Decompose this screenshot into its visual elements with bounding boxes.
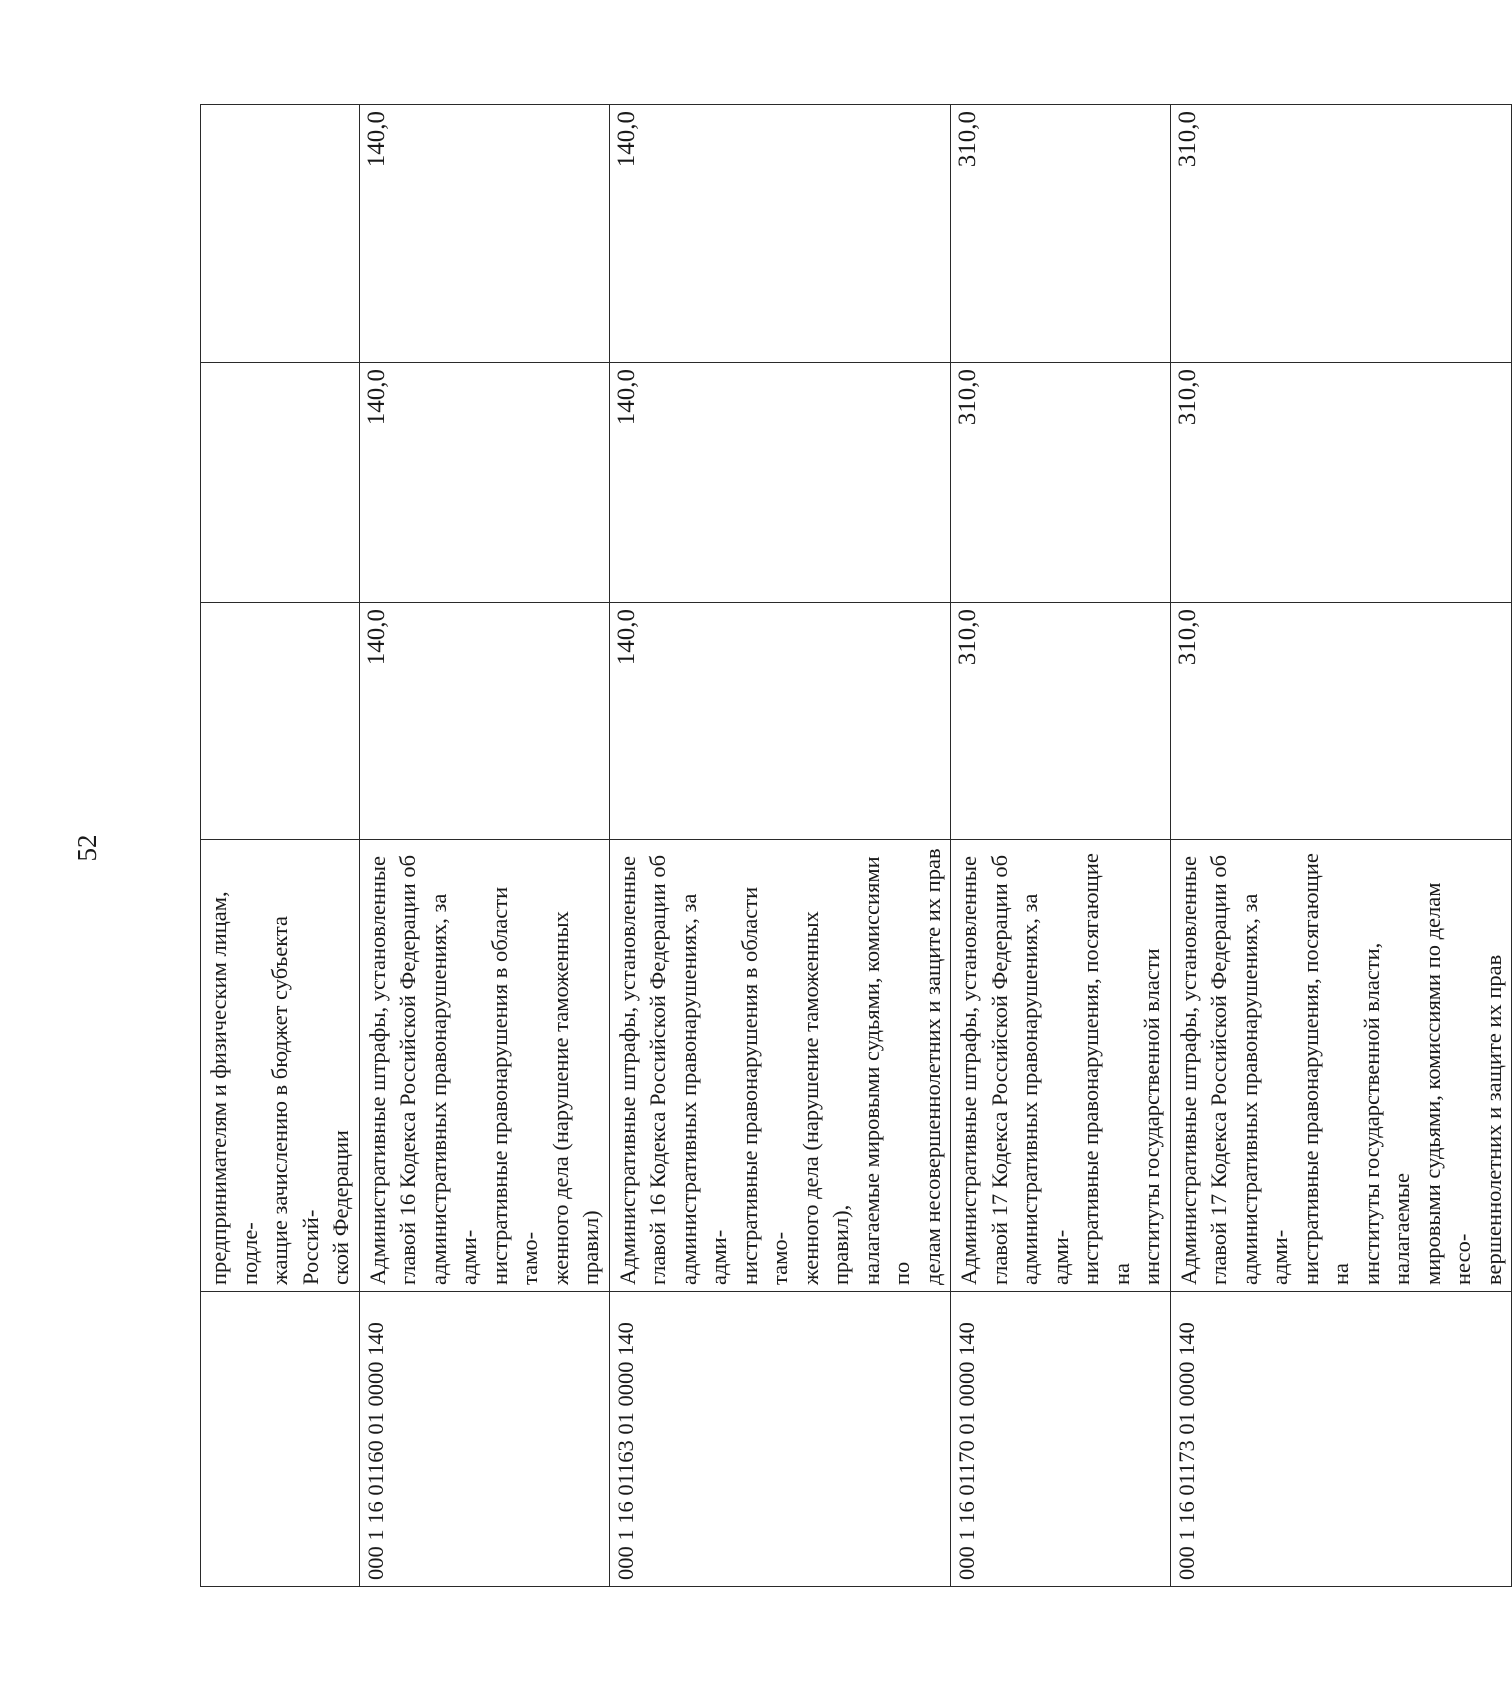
amount-cell-year-1: 140,0 (609, 603, 951, 840)
budget-code-cell: 000 1 16 01163 01 0000 140 (609, 1292, 951, 1587)
description-cell (359, 840, 609, 1292)
amount-cell-year-1 (201, 603, 360, 840)
budget-code-cell: 000 1 16 01173 01 0000 140 (1170, 1292, 1512, 1587)
budget-code-cell (201, 1292, 360, 1587)
amount-cell-year-3 (201, 105, 360, 363)
table-row (951, 105, 1171, 1587)
description-line: налагаемые мировыми судьями, комиссиями по (858, 856, 914, 1285)
description-line: административных правонарушениях, за адми- (1017, 893, 1073, 1285)
description-line: Административные штрафы, установленные (1175, 855, 1201, 1285)
amount-cell-year-2: 310,0 (1170, 363, 1512, 603)
description-line: главой 16 Кодекса Российской Федерации об (645, 854, 670, 1285)
amount-cell-year-2 (201, 363, 360, 603)
description-line: нистративные правонарушения в области тамо- (486, 886, 542, 1285)
description-cell (609, 840, 951, 1292)
description-line: административных правонарушениях, за адми- (675, 893, 731, 1285)
table-row (359, 105, 609, 1587)
budget-code-cell: 000 1 16 01160 01 0000 140 (359, 1292, 609, 1587)
description-line: главой 16 Кодекса Российской Федерации об (395, 854, 420, 1285)
description-line: административных правонарушениях, за адми- (1236, 893, 1292, 1285)
description-line: главой 17 Кодекса Российской Федерации об (1206, 854, 1231, 1285)
description-line: предпринимателям и физическим лицам, подле- (206, 891, 262, 1285)
description-line: административных правонарушениях, за адми- (425, 893, 481, 1285)
amount-cell-year-3: 140,0 (359, 105, 609, 363)
rotated-table-container (200, 105, 1506, 1587)
description-line: нистративные правонарушения в области тамо- (736, 886, 792, 1285)
amount-cell-year-1: 140,0 (359, 603, 609, 840)
amount-cell-year-2: 140,0 (359, 363, 609, 603)
amount-cell-year-2: 140,0 (609, 363, 951, 603)
description-line: вершеннолетних и защите их прав (1480, 954, 1506, 1285)
amount-cell-year-1: 310,0 (951, 603, 1171, 840)
amount-cell-year-2: 310,0 (951, 363, 1171, 603)
description-line: институты государственной власти (1139, 948, 1164, 1285)
amount-cell-year-3: 310,0 (951, 105, 1171, 363)
amount-cell-year-1: 310,0 (1170, 603, 1512, 840)
table-row (201, 105, 360, 1587)
description-cell (951, 840, 1171, 1292)
description-line: нистративные правонарушения, посягающие на (1297, 853, 1353, 1285)
table-body (201, 105, 1512, 1587)
description-line: жащие зачислению в бюджет субъекта Россий- (267, 916, 323, 1285)
budget-revenue-table (200, 104, 1512, 1587)
description-line: Административные штрафы, установленные (956, 855, 981, 1285)
description-line: женного дела (нарушение таможенных правил), (797, 911, 853, 1285)
amount-cell-year-3: 140,0 (609, 105, 951, 363)
rotated-table-frame (200, 105, 1506, 1587)
description-line: женного дела (нарушение таможенных правил) (547, 911, 603, 1285)
table-row (609, 105, 951, 1587)
description-line: мировыми судьями, комиссиями по делам несо- (1419, 882, 1475, 1285)
amount-cell-year-3: 310,0 (1170, 105, 1512, 363)
description-line: Административные штрафы, установленные (614, 855, 640, 1285)
description-cell (1170, 840, 1512, 1292)
description-line: ской Федерации (328, 1130, 353, 1285)
page-number: 52 (71, 834, 102, 862)
budget-code-cell: 000 1 16 01170 01 0000 140 (951, 1292, 1171, 1587)
description-line: Административные штрафы, установленные (364, 855, 390, 1285)
description-line: делам несовершеннолетних и защите их прав (919, 848, 945, 1285)
description-cell (201, 840, 360, 1292)
description-line: институты государственной власти, налагаемые (1358, 942, 1414, 1285)
description-line: нистративные правонарушения, посягающие на (1078, 853, 1134, 1285)
table-row (1170, 105, 1512, 1587)
description-line: главой 17 Кодекса Российской Федерации об (986, 854, 1012, 1285)
